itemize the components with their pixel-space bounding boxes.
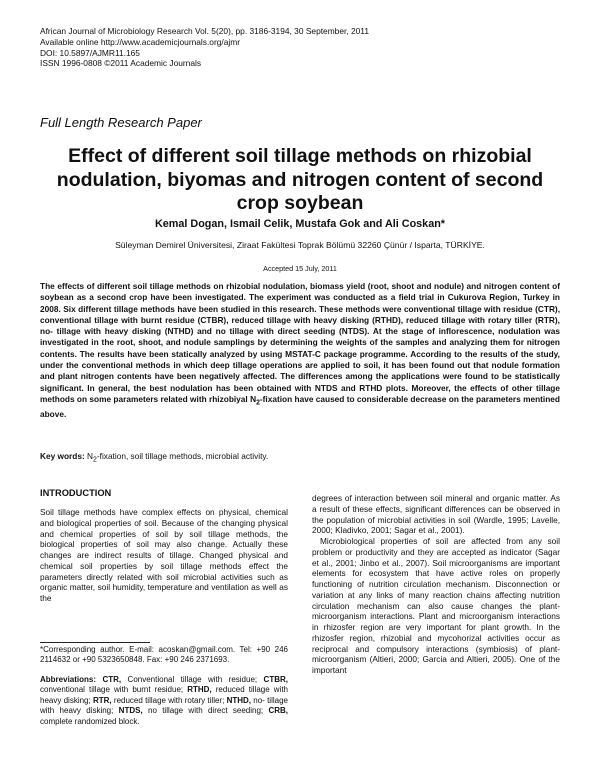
corresponding-author-footnote: *Corresponding author. E-mail: acoskan@gmail.com. Tel: +90 246 2114632 or +90 5323650848. Fax: +90 246 2371693.	[40, 645, 288, 665]
abbr-definition: Conventional tillage with residue;	[121, 675, 264, 684]
intro-paragraph-2: degrees of interaction between soil mineral and organic matter. As a result of these effects, significant differences can be observed in the population of microbial activities in soil (Wardle, 1995; Lavelle, 2000; Kladivko, 2001; Sagar et al., 2001).	[312, 493, 560, 536]
journal-url: Available online http://www.academicjournals.org/ajmr	[40, 36, 241, 47]
abbr-definition: no- tillage with heavy disking;	[40, 695, 288, 716]
issn: ISSN 1996-0808 ©2011 Academic Journals	[40, 58, 202, 69]
abbr-definition: complete randomized block.	[40, 716, 140, 726]
abbr-term: NTDS,	[118, 706, 143, 716]
abbr-term: RTR,	[92, 695, 112, 705]
abstract-subscript: 2	[256, 399, 260, 407]
intro-paragraph-1: Soil tillage methods have complex effects on physical, chemical and biological properties of soil. Because of the changing physical and chemical properties of soil by soil tillage methods, the biological properties of soil may also change. Actually these changes are indirect results of tillage. Changed physical and chemical soil properties by soil tillage methods effect the parameters directly related with soil microbial activities such as organic matter, soil humidity, temperature and ventilation as well as the	[40, 507, 288, 603]
intro-paragraph-3: Microbiological properties of soil are affected from any soil problem or productivity and they are accepted as indicator (Sagar et al., 2001; Jinbo et al., 2007). Soil microorganisms are important elements for ecosystem that have active roles on properly functioning of nutrition circulation mechanism. Disconnection or variation at any links of many reaction chains affecting nutrition circulation mechanism can also cause changes the plant-microorganism interactions. Plant and microorganism interactions in rhizosfer region are very important for plant growth. In the rhizosfer region, rhizobial and mycohorizal activities occur as reciprocal and compulsory interactions (symbiosis) of plant-microorganism (Altieri, 2000; Garcia and Altieri, 2005). One of the important	[312, 536, 560, 675]
journal-citation: African Journal of Microbiology Research Vol. 5(20), pp. 3186-3194, 30 September, 2011	[40, 26, 369, 36]
abbr-definition: conventional tillage with burnt residue;	[40, 685, 188, 695]
keywords-subscript: 2	[93, 456, 97, 464]
abbr-definition: reduced tillage with heavy disking;	[40, 685, 288, 705]
abbr-term: CTBR,	[263, 675, 288, 684]
right-column	[312, 493, 560, 676]
keywords-text: N	[84, 451, 94, 461]
keywords	[40, 451, 560, 464]
abbr-term: CTR,	[102, 675, 122, 684]
abstract-text-end: -fixation have caused to considerable decrease on the parameters mentined above.	[40, 393, 560, 419]
abbreviations-label: Abbreviations:	[40, 675, 97, 684]
abbr-term: RTHD,	[187, 685, 212, 695]
doi: DOI: 10.5897/AJMR11.165	[40, 47, 140, 58]
keywords-text-end: -fixation, soil tillage methods, microbial activity.	[96, 451, 269, 461]
affiliation: Süleyman Demirel Üniversitesi, Ziraat Fakültesi Toprak Bölümü 32260 Çünür / Isparta, TÜRKİYE.	[115, 240, 485, 250]
abbreviations	[40, 675, 288, 727]
abstract	[40, 281, 560, 420]
journal-header	[40, 26, 369, 69]
abbr-definition: no tillage with direct seeding;	[142, 706, 269, 716]
paper-title: Effect of different soil tillage methods on rhizobial nodulation, biyomas and nitrogen content of second crop soybean	[56, 145, 544, 214]
abbr-definition: reduced tillage with rotary tiller;	[111, 695, 227, 705]
introduction-heading: INTRODUCTION	[40, 488, 112, 498]
paper-type: Full Length Research Paper	[40, 115, 202, 130]
abstract-text: The effects of different soil tillage methods on rhizobial nodulation, biomass yield (root, shoot and nodule) and nitrogen content of soybean as a second crop have been investigated. The experiment was conducted as a field trial in Cukurova Region, Turkey in 2008. Six different tillage methods have been studied in this research. These methods were conventional tillage with residue (CTR), conventional tillage with burnt residue (CTBR), reduced tillage with heavy disking (RTHD), reduced tillage with rotary tiller (RTR), no- tillage with heavy disking (NTHD) and no tillage with direct seeding (NTDS). At the stage of inflorescence, nodulation was investigated in the root, shoot, and nodule samplings by determining the weights of the samples and analyzing them for nitrogen contents. The results have been statically analyzed by using MSTAT-C package programme. According to the results of the study, under the conventional methods in which deep tillage operations are applied to soil, it has been found out that nodule formation and plant nitrogen contents have been negatively affected. The differences among the applications were found to be statistically significant. In general, the best nodulation has been obtained with NTDS and RTHD plots. Moreover, the effects of other tillage methods on some parameters related with rhizobiyal N	[40, 281, 560, 404]
keywords-label: Key words:	[40, 451, 85, 461]
authors: Kemal Dogan, Ismail Celik, Mustafa Gok and Ali Coskan*	[155, 218, 445, 230]
accepted-date: Accepted 15 July, 2011	[263, 264, 337, 273]
left-column	[40, 507, 288, 604]
abbr-term: CRB,	[268, 706, 289, 716]
footnote-divider	[40, 642, 150, 643]
abbr-term: NTHD,	[226, 695, 252, 705]
